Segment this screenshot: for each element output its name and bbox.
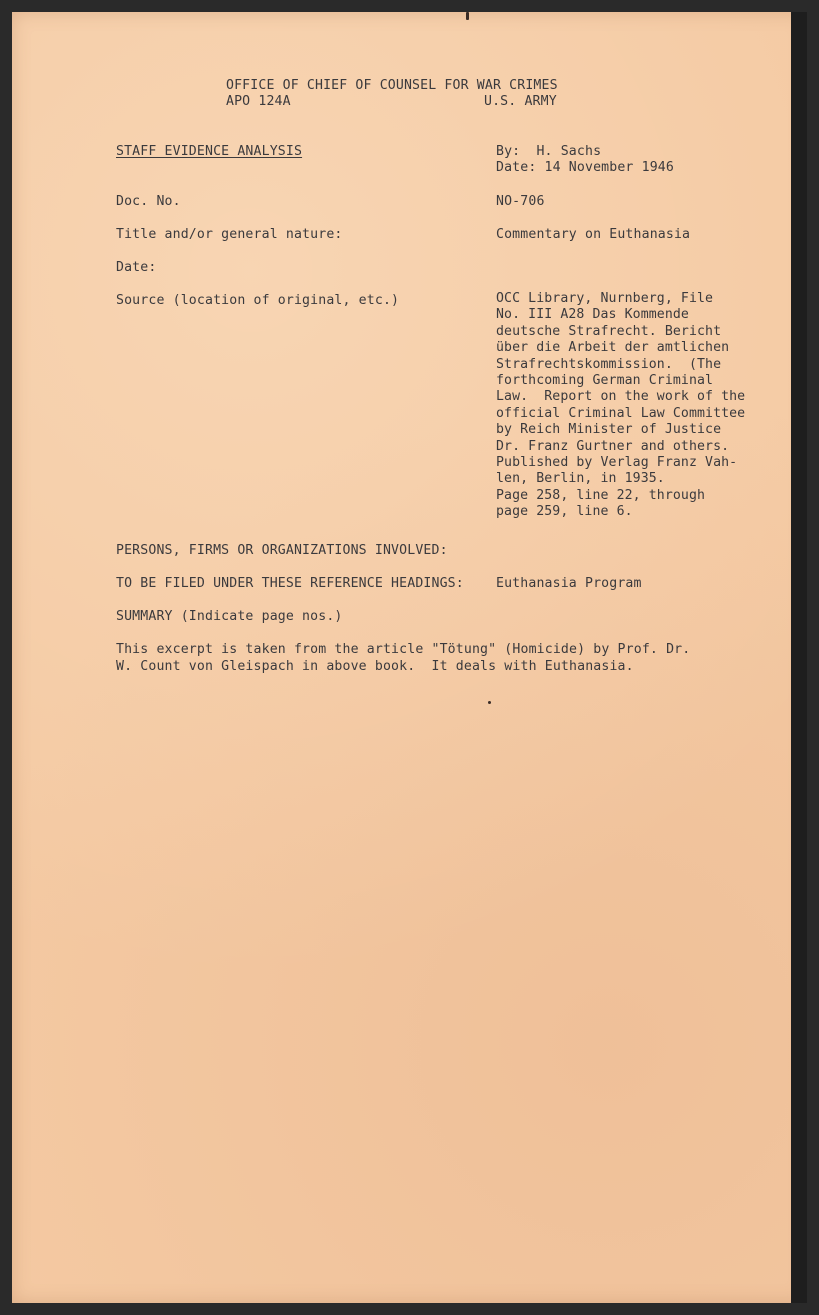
- source-line: page 259, line 6.: [496, 504, 633, 520]
- source-line: OCC Library, Nurnberg, File: [496, 291, 714, 306]
- source-line: Law. Report on the work of the: [496, 389, 746, 405]
- source-line: by Reich Minister of Justice: [496, 422, 722, 438]
- army-label: U.S. ARMY: [484, 94, 557, 109]
- apo-number: APO 124A: [226, 94, 291, 109]
- doc-no-value: NO-706: [496, 194, 545, 209]
- source-text: [496, 291, 766, 521]
- source-line: Published by Verlag Franz Vah-: [496, 455, 738, 471]
- source-line: Page 258, line 22, through: [496, 487, 706, 503]
- title-value: Commentary on Euthanasia: [496, 227, 691, 242]
- persons-label: PERSONS, FIRMS OR ORGANIZATIONS INVOLVED:: [116, 543, 448, 558]
- paper-fleck: [466, 12, 469, 20]
- office-heading: OFFICE OF CHIEF OF COUNSEL FOR WAR CRIMES: [226, 78, 558, 93]
- analyst-name: By: H. Sachs: [496, 144, 602, 159]
- date-label: Date:: [116, 260, 157, 275]
- source-line: über die Arbeit der amtlichen: [496, 340, 730, 356]
- source-line: deutsche Strafrecht. Bericht: [496, 323, 722, 339]
- source-line: Dr. Franz Gurtner and others.: [496, 438, 730, 454]
- source-label: Source (location of original, etc.): [116, 293, 400, 308]
- filed-under-value: Euthanasia Program: [496, 576, 642, 591]
- scan-edge: [791, 12, 807, 1303]
- analysis-title: STAFF EVIDENCE ANALYSIS: [116, 144, 303, 159]
- source-line: No. III A28 Das Kommende: [496, 307, 689, 323]
- source-line: len, Berlin, in 1935.: [496, 471, 665, 487]
- filed-under-label: TO BE FILED UNDER THESE REFERENCE HEADINGS:: [116, 576, 464, 591]
- summary-text-line: W. Count von Gleispach in above book. It deals with Euthanasia.: [116, 659, 634, 674]
- source-line: Strafrechtskommission. (The: [496, 356, 722, 372]
- source-line: forthcoming German Criminal: [496, 373, 714, 389]
- paper-fleck: [488, 701, 491, 704]
- source-line: official Criminal Law Committee: [496, 405, 746, 421]
- summary-label: SUMMARY (Indicate page nos.): [116, 609, 343, 624]
- summary-text-line: This excerpt is taken from the article "Tötung" (Homicide) by Prof. Dr.: [116, 642, 691, 657]
- analysis-date: Date: 14 November 1946: [496, 160, 674, 175]
- doc-no-label: Doc. No.: [116, 194, 181, 209]
- title-label: Title and/or general nature:: [116, 227, 343, 242]
